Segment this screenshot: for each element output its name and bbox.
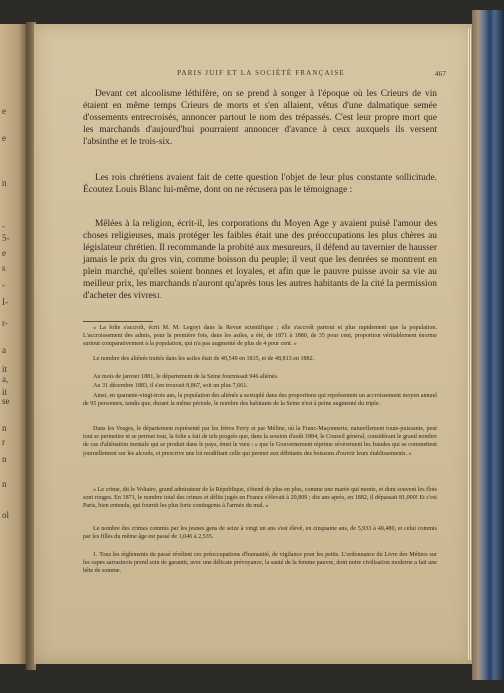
book-cover-edge	[472, 10, 504, 680]
left-page-fragment: -	[2, 280, 5, 290]
footnote: « La folie s'accroît, écrit M. M. Legoyt dans la Revue scientifique ; elle s'accroît partout et plus rapidement que la population. L'accroissement des admis, pour la première fois, dans les asiles, a été, de 1871 à 1880, de 35 pour cent, proportion véritablement énorme surtout comparativement à la population, qui n'a pas augmenté de plus de 4 pour cent. »	[83, 325, 437, 348]
paragraph: Les rois chrétiens avaient fait de cette question l'objet de leur plus constante sollicitude. Écoutez Louis Blanc lui-même, dont on ne récusera pas le témoignage :	[83, 173, 437, 196]
footnote: Au 31 décembre 1883, il s'en trouvait 8,867, soit un plus 7,661.	[93, 383, 248, 389]
footnote-reference: 1.	[156, 292, 162, 301]
left-page-fragment: ol	[2, 510, 10, 520]
left-page-edge	[0, 24, 26, 664]
footnote-divider	[83, 321, 153, 322]
left-page-fragment: n	[2, 454, 7, 464]
left-page-fragment: n	[2, 178, 7, 188]
left-page-fragment: it	[2, 364, 8, 374]
footnote: Le nombre des crimes commis par les jeunes gens de seize à vingt un ans s'est élevé, en cinquante ans, de 5,933 à 40,480, et celui commis par les filles du même âge est passé de 1,046 à 2,535.	[83, 526, 437, 541]
left-page-fragment: r	[2, 437, 5, 447]
left-page-fragment: s	[2, 263, 6, 273]
left-page-fragment: e	[2, 106, 6, 116]
left-page-fragment: n	[2, 423, 7, 433]
footnote: Dans les Vosges, le département représenté par les frères Ferry et par Méline, où la Franc-Maçonnerie, naturellement toute-puissante, peut tout se permettre et se permet tout, la folie a fait de tels progrès que, dans la session d'août 1884, le Conseil général, considérant le grand nombre de cas d'aliénation mentale qui se produit dans le pays, émet le vœu : « que le Gouvernement réprime sévèrement les fraudes qui se commettent journellement sur les alcools, et prescrive une loi modifiant celle qui permet aux débitants des boissons d'ouvrir leurs établissements. »	[83, 426, 437, 457]
left-page-fragment: se	[2, 396, 10, 406]
left-page-fragment: it	[2, 387, 8, 397]
left-page-fragment: r-	[2, 318, 8, 328]
left-page-fragment: e	[2, 248, 6, 258]
page-number: 467	[434, 69, 446, 78]
left-page-fragment: 5-	[2, 233, 10, 243]
footnotes	[83, 0, 437, 693]
footnote: Le nombre des aliénés traités dans les asiles était de 40,549 en 1835, et de 48,813 en 1882.	[93, 356, 315, 362]
footnote: Au mois de janvier 1881, le département de la Seine fournissait 946 aliénés.	[93, 374, 279, 380]
left-page-fragment: a	[2, 345, 6, 355]
left-page-fragment: -	[2, 221, 5, 231]
left-page-fragment: a,	[2, 374, 9, 384]
footnote: Ainsi, en quarante-vingt-trois ans, la population des aliénés a sextuplé dans des proportions qui représentent un accroissement moyen annuel de 95 personnes, tandis que, durant la même période, le nombre des habitants de la Seine n'est à peine augmenté du triple.	[83, 393, 437, 408]
paragraph: Devant cet alcoolisme léthifère, on se prend à songer à l'époque où les Crieurs de vin étaient en même temps Crieurs de morts et s'en allaient, vêtus d'une dalmatique semée d'ossements entrecroisés, annoncer partout le nom des trépassés. C'est leur propre mort que les marchands d'aujourd'hui pourraient annoncer d'avance à ceux auxquels ils versent l'absinthe et le trois-six.	[83, 89, 437, 148]
running-title: PARIS JUIF ET LA SOCIÉTÉ FRANÇAISE	[177, 69, 345, 77]
footnote: « Le crime, dit le Voltaire, grand admirateur de la République, s'étend de plus en plus, comme une marée qui monte, et dont souvent les flots sont rouges. En 1871, le nombre total des crimes et délits jugés en France s'élevait à 20,809 ; dix ans après, en 1882, il dépassait 81,000! Et c'est Paris, bien entendu, qui fournit les plus forts contingents à l'armée du mal. »	[83, 487, 437, 510]
quoted-paragraph-text: Mêlées à la religion, écrit-il, les corporations du Moyen Age y avaient puisé l'amour des choses religieuses, mais protéger les faibles était une des préoccupations les plus chères au législateur chrétien. Il recommande la probité aux mesureurs, il défend au tavernier de hausser jamais le prix du gros vin, comme boisson du peuple; il veut que les denrées se montrent en plein marché, qu'elles soient bonnes et loyales, et afin que le pauvre puisse avoir sa vie au meilleur prix, les marchands n'auront qu'après tous les autres habitants de la cité la permission d'acheter des vivres	[83, 219, 437, 302]
footnote: 1. Tous les règlements du passé révèlent ces préoccupations d'humanité, de vigilance pour les petits. L'ordonnance du Livre des Métiers sur les capes sarrasinois prend soin de garantir, avec une délicate prévoyance, la santé de la femme pauvre, dont notre civilisation moderne a fait une bête de somme.	[83, 552, 437, 575]
left-page-fragment: n	[2, 479, 7, 489]
left-page-fragment: e	[2, 133, 6, 143]
left-page-fragment: I-	[2, 297, 8, 307]
